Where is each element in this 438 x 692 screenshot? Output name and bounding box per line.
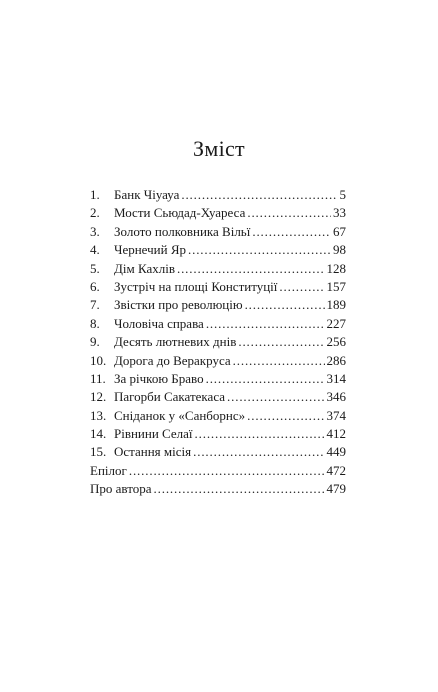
dot-leader	[188, 241, 331, 259]
entry-page-number: 33	[333, 205, 346, 221]
toc-entry-9	[90, 333, 346, 351]
entry-title: Про автора	[90, 481, 152, 497]
toc-entry-7	[90, 296, 346, 314]
entry-page-number: 189	[326, 297, 346, 313]
entry-page-number: 286	[326, 352, 346, 368]
dot-leader	[206, 315, 325, 333]
entry-page-number: 374	[326, 407, 346, 423]
entry-title: За річкою Браво	[114, 370, 204, 386]
toc-entry-11	[90, 370, 346, 388]
entry-title: Епілог	[90, 462, 127, 478]
entry-title: Пагорби Сакатекаса	[114, 389, 226, 405]
entry-number: 5.	[90, 260, 100, 276]
toc-entry-14	[90, 425, 346, 443]
page-title: Зміст	[193, 136, 245, 161]
toc-entry-10	[90, 352, 346, 370]
entry-page-number: 314	[326, 370, 346, 386]
toc-entry-8	[90, 315, 346, 333]
entry-page-number: 128	[326, 260, 346, 276]
entry-number: 12.	[90, 389, 107, 405]
entry-title: Звістки про революцію	[114, 297, 243, 313]
dot-leader	[245, 296, 325, 314]
entry-title: Дім Кахлів	[114, 260, 175, 276]
entry-page-number: 5	[339, 187, 346, 202]
entry-number: 7.	[90, 297, 100, 313]
dot-leader	[252, 223, 331, 241]
dot-leader	[181, 186, 337, 204]
toc-entry-3	[90, 223, 346, 241]
dot-leader	[227, 388, 324, 406]
entry-page-number: 412	[326, 426, 346, 442]
dot-leader	[233, 352, 325, 370]
entry-page-number: 227	[326, 315, 346, 331]
table-of-contents	[90, 186, 346, 499]
entry-title: Дорога до Веракруса	[114, 352, 231, 368]
dot-leader	[129, 462, 325, 480]
entry-title: Десять лютневих днів	[114, 334, 237, 350]
entry-number: 14.	[90, 426, 107, 442]
entry-number: 3.	[90, 223, 100, 239]
entry-title: Золото полковника Вільї	[114, 223, 251, 239]
entry-number: 4.	[90, 242, 100, 258]
entry-title: Банк Чіуауа	[114, 187, 180, 202]
toc-entry-13	[90, 407, 346, 425]
toc-entry-1	[90, 186, 346, 204]
dot-leader	[279, 278, 324, 296]
toc-entry-4	[90, 241, 346, 259]
toc-entry-5	[90, 260, 346, 278]
entry-number: 10.	[90, 352, 107, 368]
dot-leader	[177, 260, 325, 278]
toc-entry-epilogue	[90, 462, 346, 480]
entry-page-number: 256	[326, 334, 346, 350]
dot-leader	[193, 443, 324, 461]
entry-number: 11.	[90, 370, 106, 386]
dot-leader	[195, 425, 325, 443]
entry-title: Мости Сьюдад-Хуареса	[114, 205, 246, 221]
dot-leader	[154, 480, 325, 498]
dot-leader	[247, 407, 324, 425]
dot-leader	[238, 333, 324, 351]
entry-page-number: 98	[333, 242, 346, 258]
entry-number: 9.	[90, 334, 100, 350]
entry-title: Чоловіча справа	[114, 315, 204, 331]
toc-entry-12	[90, 388, 346, 406]
entry-title: Зустріч на площі Конституції	[114, 278, 278, 294]
toc-entry-15	[90, 443, 346, 461]
entry-title: Сніданок у «Санборнс»	[114, 407, 246, 423]
entry-number: 13.	[90, 407, 107, 423]
entry-title: Чернечий Яр	[114, 242, 186, 258]
dot-leader	[247, 204, 331, 222]
entry-number: 6.	[90, 278, 100, 294]
entry-page-number: 479	[326, 481, 346, 497]
entry-page-number: 346	[326, 389, 346, 405]
toc-entry-6	[90, 278, 346, 296]
entry-number: 2.	[90, 205, 100, 221]
toc-entry-2	[90, 204, 346, 222]
entry-page-number: 472	[326, 462, 346, 478]
entry-page-number: 449	[326, 444, 346, 460]
entry-number: 1.	[90, 187, 100, 202]
entry-title: Остання місія	[114, 444, 192, 460]
entry-number: 8.	[90, 315, 100, 331]
entry-page-number: 67	[333, 223, 346, 239]
entry-page-number: 157	[326, 278, 346, 294]
dot-leader	[206, 370, 325, 388]
entry-number: 15.	[90, 444, 107, 460]
toc-entry-about-author	[90, 480, 346, 498]
entry-title: Рівнини Селаї	[114, 426, 193, 442]
